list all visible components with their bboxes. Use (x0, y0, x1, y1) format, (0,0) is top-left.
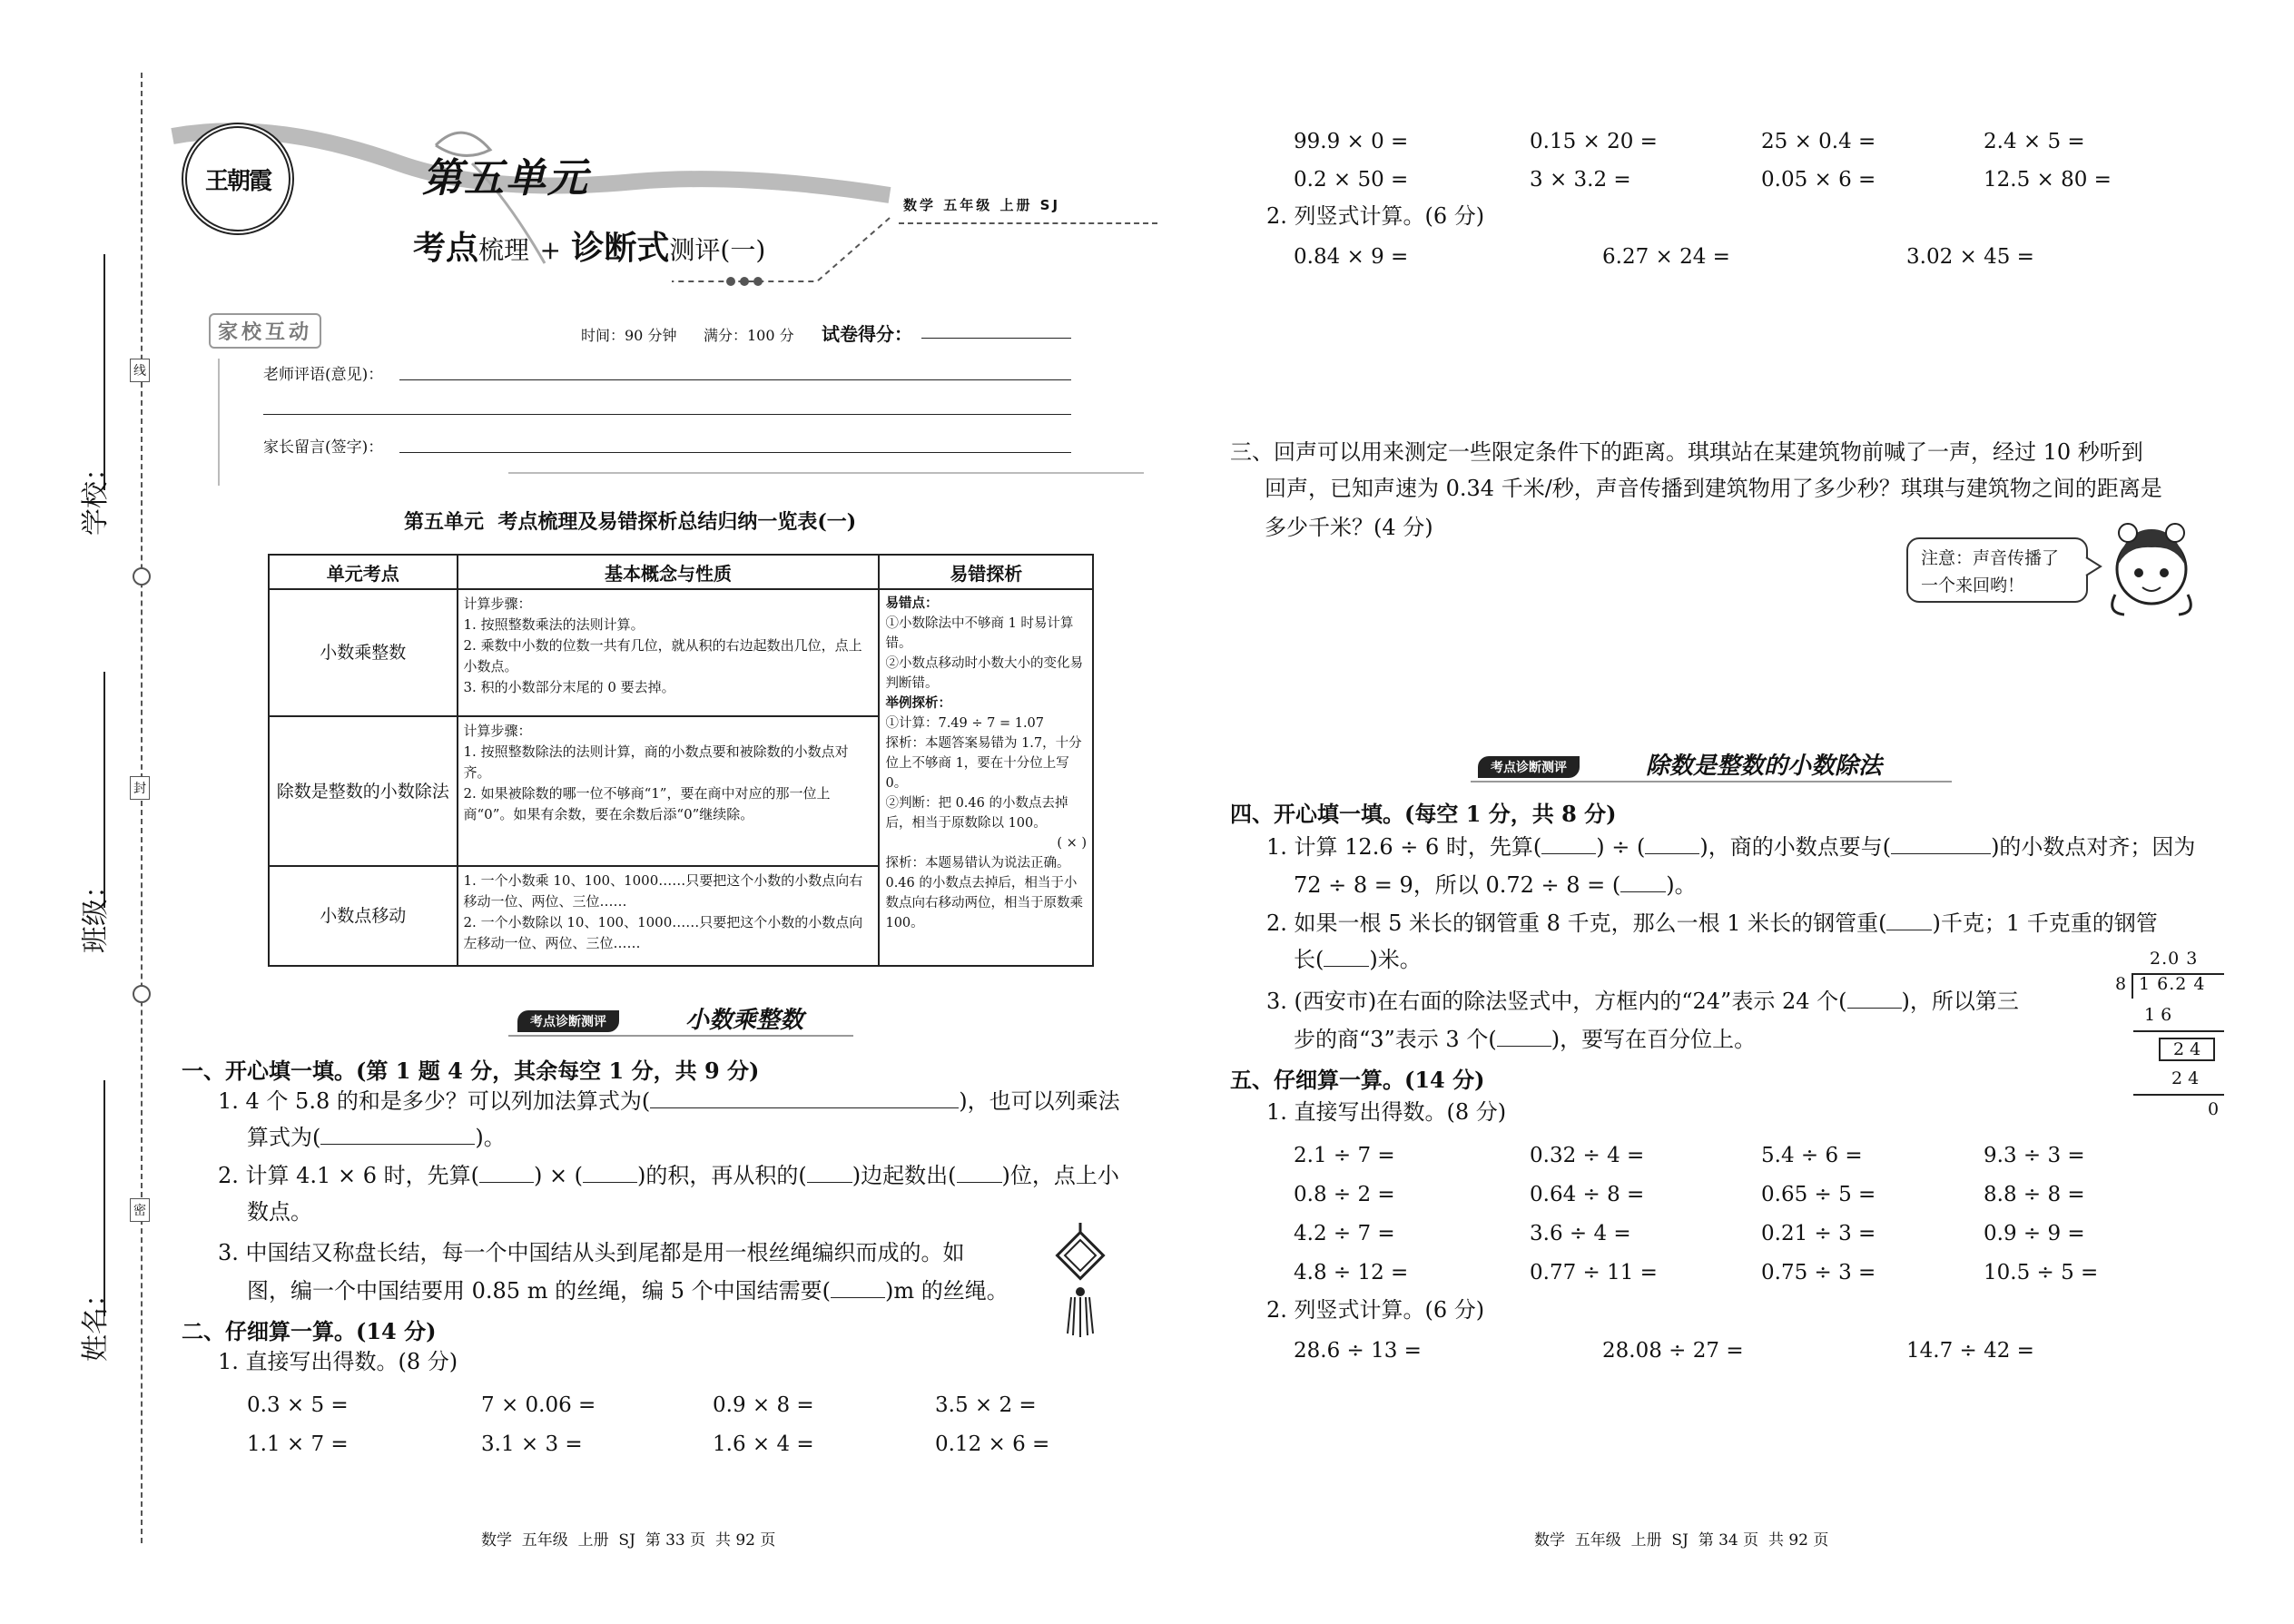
calc-item: 0.77 ÷ 11 = (1530, 1261, 1658, 1284)
q4-1: 1. 计算 12.6 ÷ 6 时，先算( ) ÷ ( )，商的小数点要与( )的小数点对齐；因为 (1266, 834, 2196, 860)
calc-item: 0.32 ÷ 4 = (1530, 1144, 1645, 1167)
left-section-title: 小数乘整数 (685, 1007, 804, 1034)
answer-blank[interactable] (1847, 1008, 1902, 1009)
exam-full-score: 满分：100 分 (704, 327, 794, 344)
calc-item: 1.6 × 4 = (713, 1432, 814, 1456)
girl-character-image (2097, 513, 2206, 622)
right-section-tag: 考点诊断测评 (1478, 756, 1580, 778)
sub-title-b: 梳理 (478, 235, 530, 265)
teacher-comment-field[interactable] (399, 379, 1071, 380)
vertical-calc-item: 14.7 ÷ 42 = (1906, 1339, 2034, 1363)
exam-score-field[interactable] (921, 338, 1071, 339)
division-step2: 2 4 (2171, 1068, 2200, 1088)
calc-item: 12.5 × 80 = (1984, 168, 2112, 192)
answer-blank[interactable] (479, 1182, 534, 1183)
vertical-calc-item: 6.27 × 24 = (1602, 245, 1730, 269)
q4-3: 3. (西安市)在右面的除法竖式中，方框内的“24”表示 24 个( )，所以第三 (1266, 989, 2019, 1014)
left-section-tag: 考点诊断测评 (517, 1010, 619, 1032)
calc-item: 0.64 ÷ 8 = (1530, 1183, 1645, 1206)
cut-mark-1: 线 (130, 359, 150, 382)
calc-item: 0.15 × 20 = (1530, 130, 1658, 153)
vertical-calc-item: 3.02 × 45 = (1906, 245, 2034, 269)
answer-blank[interactable] (831, 1297, 885, 1298)
answer-blank[interactable] (583, 1182, 637, 1183)
q2-title: 二、仔细算一算。(14 分) (182, 1318, 437, 1344)
name-label: 姓名： (80, 1280, 112, 1362)
q1-3-cont: 图，编一个中国结要用 0.85 m 的丝绳，编 5 个中国结需要( )m 的丝绳。 (247, 1278, 1009, 1304)
answer-blank[interactable] (1645, 853, 1699, 854)
table-errors-cell: 易错点： ①小数除法中不够商 1 时易计算错。 ②小数点移动时小数大小的变化易判断错。 举例探析： ①计算：7.49 ÷ 7 = 1.07 探析：本题答案易错为 1.7，十分位上不够商 1，要在十分位上写 0。 ②判断：把 0.46 的小数点去掉后，相当于原数除以 100。 ( × ) 探析：本题易错认为说法正确。0.46 的小数点去掉后，相当于小数点向右移动两位，相当于原数乘 100。 (879, 589, 1093, 966)
school-label: 学校： (80, 454, 112, 536)
table-header-concept: 基本概念与性质 (458, 555, 880, 589)
sub-title (413, 222, 765, 269)
division-quotient: 2.0 3 (2150, 949, 2199, 969)
calc-item: 9.3 ÷ 3 = (1984, 1144, 2085, 1167)
table-header-errors: 易错探析 (879, 555, 1093, 589)
calc-item: 0.05 × 6 = (1761, 168, 1876, 192)
table-row-topic: 小数乘整数 (269, 589, 458, 716)
calc-item: 0.3 × 5 = (247, 1393, 349, 1417)
q1-2: 2. 计算 4.1 × 6 时，先算( ) × ( )的积，再从积的( )边起数出( )位，点上小 (218, 1163, 1119, 1188)
q1-3: 3. 中国结又称盘长结，每一个中国结从头到尾都是用一根丝绳编织而成的。如 (218, 1240, 965, 1265)
answer-blank[interactable] (320, 1144, 475, 1145)
calc-item: 2.4 × 5 = (1984, 130, 2085, 153)
home-school-badge (209, 313, 321, 349)
name-field[interactable] (73, 1080, 112, 1380)
right-section-title: 除数是整数的小数除法 (1646, 753, 1883, 780)
q2-1: 1. 直接写出得数。(8 分) (218, 1349, 458, 1374)
answer-blank[interactable] (1620, 891, 1666, 892)
q1-2-cont: 数点。 (247, 1199, 312, 1225)
class-label: 班级： (80, 871, 112, 953)
teacher-comment-field-2[interactable] (263, 414, 1071, 415)
exam-score-label: 试卷得分： (822, 323, 912, 345)
parent-comment-label: 家长留言(签字)： (263, 438, 384, 457)
answer-blank[interactable] (1891, 853, 1991, 854)
division-box: 2 4 (2159, 1038, 2215, 1061)
summary-table (268, 554, 1094, 967)
parent-comment-field[interactable] (399, 452, 1071, 453)
answer-blank[interactable] (650, 1107, 959, 1108)
calc-item: 3.6 ÷ 4 = (1530, 1222, 1631, 1245)
table-row-concept: 计算步骤： 1. 按照整数乘法的法则计算。 2. 乘数中小数的位数一共有几位，就从积的右边起数出几位，点上小数点。 3. 积的小数部分末尾的 0 要去掉。 (458, 589, 880, 716)
q4-3-cont: 步的商“3”表示 3 个( )，要写在百分位上。 (1294, 1027, 1757, 1052)
vertical-calc-item: 28.6 ÷ 13 = (1294, 1339, 1422, 1363)
q1-title: 一、开心填一填。(第 1 题 4 分，其余每空 1 分，共 9 分) (182, 1058, 760, 1084)
division-divisor: 8 (2115, 974, 2127, 994)
sub-title-a: 考点 (413, 229, 479, 267)
binding-hole-1 (133, 567, 151, 586)
q5-title: 五、仔细算一算。(14 分) (1230, 1067, 1485, 1093)
calc-item: 0.8 ÷ 2 = (1294, 1183, 1395, 1206)
q4-1-cont: 72 ÷ 8 = 9，所以 0.72 ÷ 8 = ( )。 (1294, 872, 1697, 898)
home-school-label: 家校互动 (218, 321, 313, 344)
vertical-calc-item: 0.84 × 9 = (1294, 245, 1409, 269)
calc-item: 8.8 ÷ 8 = (1984, 1183, 2085, 1206)
binding-hole-2 (133, 985, 151, 1003)
calc-item: 0.65 ÷ 5 = (1761, 1183, 1876, 1206)
calc-item: 0.2 × 50 = (1294, 168, 1409, 192)
cut-mark-2: 封 (130, 776, 150, 800)
calc-item: 3.1 × 3 = (481, 1432, 583, 1456)
q2-2: 2. 列竖式计算。(6 分) (1266, 203, 1485, 229)
sub-title-d: 测评(一) (669, 235, 766, 265)
calc-item: 0.9 ÷ 9 = (1984, 1222, 2085, 1245)
answer-blank[interactable] (957, 1182, 1002, 1183)
calc-item: 5.4 ÷ 6 = (1761, 1144, 1863, 1167)
q5-2: 2. 列竖式计算。(6 分) (1266, 1297, 1485, 1323)
calc-item: 3 × 3.2 = (1530, 168, 1631, 192)
q1-1-cont: 算式为( )。 (247, 1125, 506, 1150)
calc-item: 10.5 ÷ 5 = (1984, 1261, 2099, 1284)
book-info: 数学 五年级 上册 SJ (903, 197, 1061, 213)
q3-text-1: 三、回声可以用来测定一些限定条件下的距离。琪琪站在某建筑物前喊了一声，经过 10 秒听到 (1230, 439, 2143, 465)
calc-item: 99.9 × 0 = (1294, 130, 1409, 153)
note-text: 注意：声音传播了一个来回哟！ (1921, 548, 2060, 595)
calc-item: 0.12 × 6 = (935, 1432, 1050, 1456)
calc-item: 7 × 0.06 = (481, 1393, 596, 1417)
cut-mark-3: 密 (130, 1198, 150, 1222)
calc-item: 0.9 × 8 = (713, 1393, 814, 1417)
q4-2: 2. 如果一根 5 米长的钢管重 8 千克，那么一根 1 米长的钢管重( )千克；1 千克重的钢管 (1266, 910, 2158, 936)
table-row-concept: 1. 一个小数乘 10、100、1000……只要把这个小数的小数点向右移动一位、两位、三位…… 2. 一个小数除以 10、100、1000……只要把这个小数的小数点向左移动一位、两位、三位…… (458, 866, 880, 966)
table-row-topic: 除数是整数的小数除法 (269, 716, 458, 866)
table-row-concept: 计算步骤： 1. 按照整数除法的法则计算，商的小数点要和被除数的小数点对齐。 2. 如果被除数的哪一位不够商“1”，要在商中对应的那一位上商“0”。如果有余数，要在余数后添“0”继续除。 (458, 716, 880, 866)
class-field[interactable] (73, 672, 112, 971)
calc-item: 2.1 ÷ 7 = (1294, 1144, 1395, 1167)
answer-blank[interactable] (1324, 966, 1369, 967)
calc-item: 3.5 × 2 = (935, 1393, 1037, 1417)
answer-blank[interactable] (1497, 1046, 1551, 1047)
calc-item: 4.8 ÷ 12 = (1294, 1261, 1409, 1284)
exam-time: 时间：90 分钟 (581, 327, 677, 344)
division-dividend: 1 6.2 4 (2139, 974, 2206, 994)
calc-item: 0.75 ÷ 3 = (1761, 1261, 1876, 1284)
answer-blank[interactable] (807, 1182, 852, 1183)
brand-logo-text: 王朝霞 (204, 167, 271, 195)
q4-2-cont: 长( )米。 (1294, 947, 1422, 972)
chinese-knot-image (1044, 1221, 1117, 1339)
left-page-footer: 数学 五年级 上册 SJ 第 33 页 共 92 页 (481, 1531, 776, 1550)
school-field[interactable] (73, 254, 112, 554)
q1-1: 1. 4 个 5.8 的和是多少？可以列加法算式为( )，也可以列乘法 (218, 1088, 1120, 1114)
unit-title: 第五单元 (422, 155, 589, 202)
division-remainder: 0 (2208, 1099, 2220, 1119)
q4-title: 四、开心填一填。(每空 1 分，共 8 分) (1230, 801, 1617, 827)
calc-item: 4.2 ÷ 7 = (1294, 1222, 1395, 1245)
calc-item: 0.21 ÷ 3 = (1761, 1222, 1876, 1245)
binding-line (141, 73, 143, 1543)
calc-item: 1.1 × 7 = (247, 1432, 349, 1456)
q3-text-3: 多少千米？(4 分) (1265, 515, 1433, 540)
summary-title: 第五单元 考点梳理及易错探析总结归纳一览表(一) (404, 510, 857, 534)
table-row-topic: 小数点移动 (269, 866, 458, 966)
q3-text-2: 回声，已知声速为 0.34 千米/秒，声音传播到建筑物用了多少秒？琪琪与建筑物之间的距离是 (1265, 476, 2162, 501)
right-page-footer: 数学 五年级 上册 SJ 第 34 页 共 92 页 (1534, 1531, 1829, 1550)
note-bubble (1906, 537, 2088, 603)
q5-1: 1. 直接写出得数。(8 分) (1266, 1099, 1507, 1125)
table-header-topic: 单元考点 (269, 555, 458, 589)
sub-title-c: 诊断式 (571, 229, 670, 267)
long-division (2106, 949, 2233, 1130)
division-step1: 1 6 (2144, 1005, 2172, 1025)
brand-logo (182, 123, 294, 235)
calc-item: 25 × 0.4 = (1761, 130, 1876, 153)
teacher-comment-label: 老师评语(意见)： (263, 366, 384, 384)
answer-blank[interactable] (1541, 853, 1596, 854)
vertical-calc-item: 28.08 ÷ 27 = (1602, 1339, 1744, 1363)
sub-title-plus: + (539, 235, 561, 265)
